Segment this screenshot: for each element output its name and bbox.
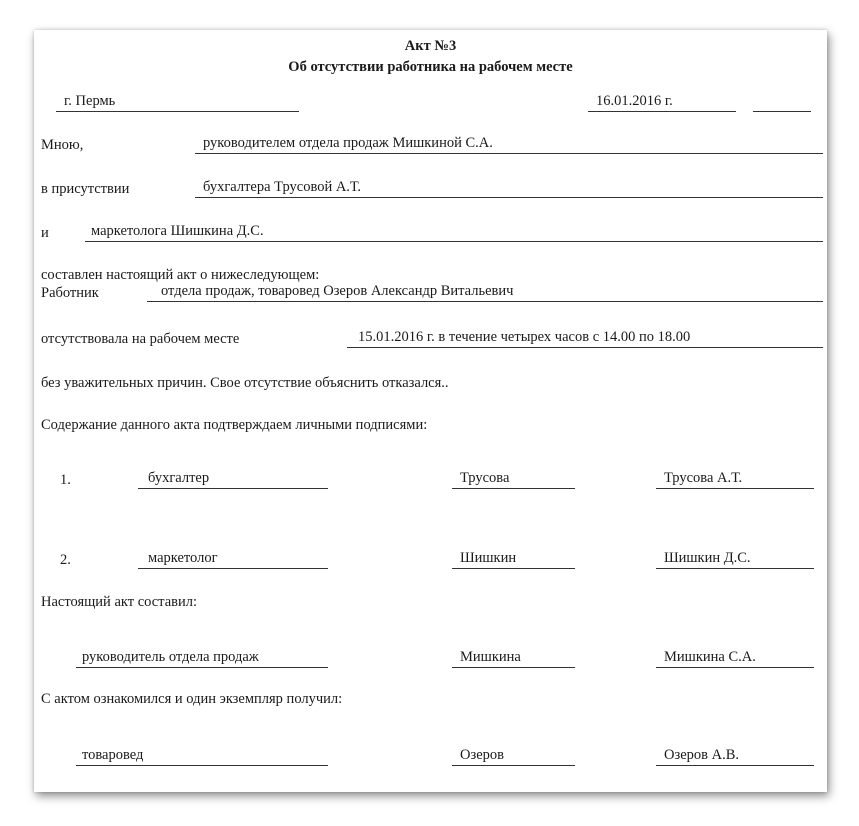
- signatory-1-name: Трусова А.Т.: [664, 470, 743, 486]
- statement-text: составлен настоящий акт о нижеследующем:: [41, 267, 320, 283]
- by-label: Мною,: [41, 137, 84, 153]
- document-page: [34, 30, 827, 792]
- document-title: Акт №3: [404, 38, 457, 54]
- composer-signature: Мишкина: [460, 649, 521, 665]
- reason-text: без уважительных причин. Свое отсутствие объяснить отказался..: [41, 375, 449, 391]
- signatory-1-signature: Трусова: [460, 470, 510, 486]
- document-subtitle: Об отсутствии работника на рабочем месте: [288, 59, 573, 75]
- by-field: [195, 135, 823, 154]
- and-value: маркетолога Шишкина Д.С.: [91, 223, 264, 239]
- signatory-2-number: 2.: [60, 552, 71, 568]
- signatory-1-number: 1.: [60, 472, 71, 488]
- acquainted-position-field: [76, 747, 328, 766]
- composer-name-field: [656, 649, 814, 668]
- absent-field: [347, 329, 823, 348]
- acquainted-name-field: [656, 747, 814, 766]
- signatory-2-name-field: [656, 550, 814, 569]
- and-label: и: [41, 225, 49, 241]
- city-field: [56, 93, 299, 112]
- worker-field: [147, 283, 823, 302]
- and-field: [85, 223, 823, 242]
- presence-label: в присутствии: [41, 181, 130, 197]
- acquainted-signature: Озеров: [460, 747, 504, 763]
- signatory-2-name: Шишкин Д.С.: [664, 550, 751, 566]
- acquainted-position: товаровед: [82, 747, 144, 763]
- worker-label: Работник: [41, 285, 99, 301]
- acquainted-name: Озеров А.В.: [664, 747, 739, 763]
- signatory-2-signature-field: [452, 550, 575, 569]
- date-field: [588, 93, 736, 112]
- city-value: г. Пермь: [64, 93, 116, 109]
- signatory-1-name-field: [656, 470, 814, 489]
- acquainted-signature-field: [452, 747, 575, 766]
- absent-value: 15.01.2016 г. в течение четырех часов с 14.00 по 18.00: [358, 329, 691, 345]
- signatory-1-signature-field: [452, 470, 575, 489]
- composer-signature-field: [452, 649, 575, 668]
- signatory-2-position-field: [138, 550, 328, 569]
- date-blank-field: [753, 93, 811, 112]
- presence-value: бухгалтера Трусовой А.Т.: [203, 179, 361, 195]
- signatory-2-position: маркетолог: [148, 550, 218, 566]
- by-value: руководителем отдела продаж Мишкиной С.А.: [203, 135, 493, 151]
- date-value: 16.01.2016 г.: [596, 93, 673, 109]
- composer-name: Мишкина С.А.: [664, 649, 756, 665]
- composer-position-field: [76, 649, 328, 668]
- worker-value: отдела продаж, товаровед Озеров Александр Витальевич: [161, 283, 514, 299]
- composer-position: руководитель отдела продаж: [82, 649, 259, 665]
- confirm-text: Содержание данного акта подтверждаем личными подписями:: [41, 417, 428, 433]
- composed-label: Настоящий акт составил:: [41, 594, 197, 610]
- presence-field: [195, 179, 823, 198]
- signatory-1-position-field: [138, 470, 328, 489]
- absent-label: отсутствовала на рабочем месте: [41, 331, 240, 347]
- signatory-2-signature: Шишкин: [460, 550, 517, 566]
- signatory-1-position: бухгалтер: [148, 470, 210, 486]
- acquainted-label: С актом ознакомился и один экземпляр получил:: [41, 691, 343, 707]
